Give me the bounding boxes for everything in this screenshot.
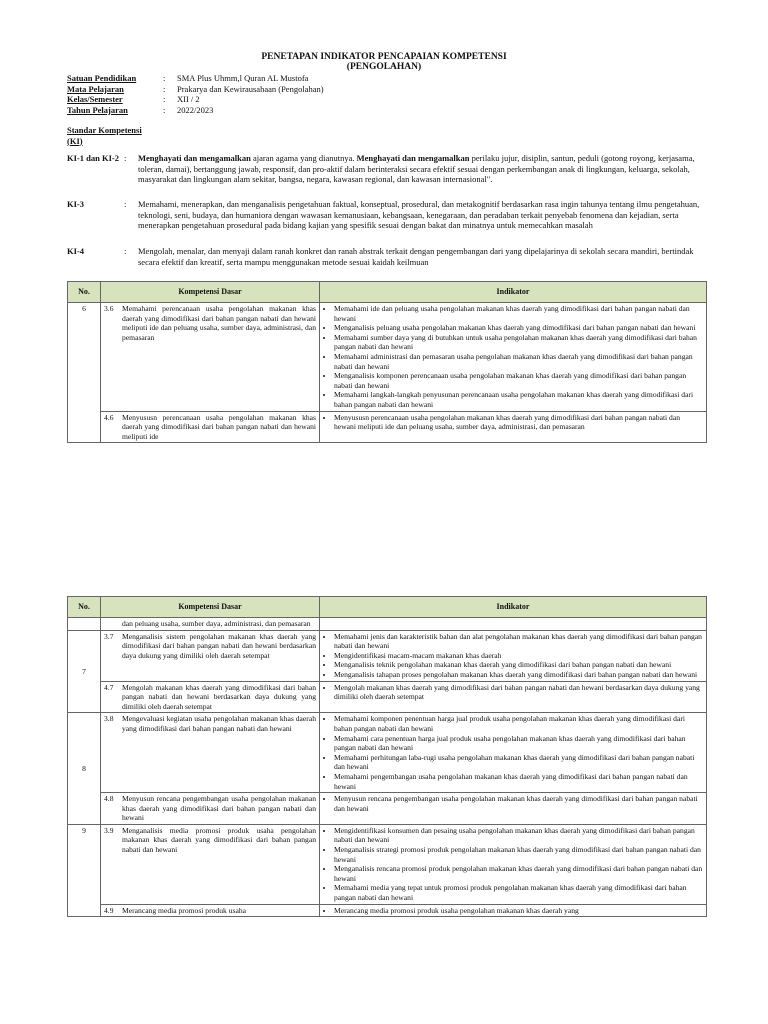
indicator-item: • Menganalisis komponen perencanaan usaha pengolahan makanan khas daerah yang dimodifikasi dari bahan pangan nabati dan hewani [334, 371, 703, 390]
indicator-cell [320, 904, 707, 917]
kd-number: 4.9 [104, 905, 114, 915]
kd-cell [101, 713, 320, 793]
meta-value: 2022/2023 [177, 104, 214, 115]
header-kd: Kompetensi Dasar [101, 282, 320, 303]
header-kd: Kompetensi Dasar [101, 597, 320, 618]
kd-cell [101, 630, 320, 681]
kd-number: 3.7 [104, 631, 114, 641]
header-indikator: Indikator [320, 282, 707, 303]
indicator-item: • Mengolah makanan khas daerah yang dimodifikasi dari bahan pangan nabati dan hewani berdasarkan daya dukung yang dimiliki oleh daerah setempat [334, 683, 703, 702]
title-line-2: (PENGOLAHAN) [346, 62, 422, 72]
row-number: 9 [68, 824, 101, 916]
indicator-item: • Menyususn perencanaan usaha pengolahan makanan khas daerah yang dimodifikasi dari bahan pangan nabati dan hewani meliputi ide dan peluang usaha, sumber daya, administrasi, dan pemasaran [334, 413, 703, 432]
table-row [68, 630, 707, 681]
indicator-item: • Menganalisis tahapan proses pengolahan makanan khas daerah yang dimodifikasi dari bahan pangan nabati dan hewani [334, 670, 703, 680]
table-row [68, 411, 707, 443]
kd-number: 3.9 [104, 825, 114, 835]
meta-label: Mata Pelajaran [67, 83, 124, 94]
ki-label: KI-4 [67, 246, 84, 256]
row-number: 8 [68, 713, 101, 825]
indicator-item: • Mengidentifikasi macam-macam makanan khas daerah [334, 651, 703, 661]
ki-label: (KI) [67, 135, 83, 146]
indicator-item: • Menganalisis strategi promosi produk pengolahan makanan khas daerah yang dimodifikasi dari bahan pangan nabati dan hewani [334, 845, 703, 864]
indicator-cell [320, 824, 707, 904]
indicator-item: • Menganalisis peluang usaha pengolahan makanan khas daerah yang dimodifikasi dari bahan pangan nabati dan hewani [334, 323, 703, 333]
row-number: 7 [68, 630, 101, 713]
document-page-2 [0, 592, 768, 1024]
indicator-item: • Menyusun rencana pengembangan usaha pengolahan makanan khas daerah yang dimodifikasi dari bahan pangan nabati dan hewani [334, 794, 703, 813]
ki-text: Memahami, menerapkan, dan menganalisis pengetahuan faktual, konseptual, prosedural, dan metakognitif berdasarkan rasa ingin tahunya tentang ilmu pengetahuan, teknologi, seni, budaya, dan humaniora dengan wawasan kemanusiaan, kebangsaan, kenegaraan, dan peradaban terkait penyebab fenomena dan kejadian, serta menerapkan pengetahuan prosedural pada bidang kajian yang spesifik sesuai dengan bakat dan minatnya untuk memecahkan masalah [138, 199, 700, 230]
indicator-item: • Mengidentifikasi konsumen dan pesaing usaha pengolahan makanan khas daerah yang dimodifikasi dari bahan pangan nabati dan hewani [334, 826, 703, 845]
meta-label: Tahun Pelajaran [67, 104, 128, 115]
ki-text: Mengolah, menalar, dan menyaji dalam ranah konkret dan ranah abstrak terkait dengan pengembangan dari yang dipelajarinya di sekolah secara mandiri, bertindak secara efektif dan kreatif, serta mampu menggunakan metode sesuai kaidah keilmuan [138, 246, 694, 267]
kd-text: Menyusun rencana pengembangan usaha pengolahan makanan khas daerah yang dimodifikasi dari bahan pangan nabati dan hewani [122, 794, 316, 823]
kd-text: Menganalisis sistem pengolahan makanan khas daerah yang dimodifikasi dari bahan pangan nabati dan hewani berdasarkan daya dukung yang dimiliki oleh daerah setempat [122, 631, 316, 660]
meta-value: XII / 2 [177, 94, 200, 104]
indicator-item: • Memahami komponen penentuan harga jual produk usaha pengolahan makanan khas daerah yang dimodifikasi dari bahan pangan nabati dan hewani [334, 714, 703, 733]
kd-text: Memahami perencanaan usaha pengolahan makanan khas daerah yang dimodifikasi dari bahan pangan nabati dan hewani meliputi ide dan peluang usaha, sumber daya, administrasi, dan pemasaran [122, 304, 316, 342]
standar-kompetensi-heading [67, 125, 142, 146]
indicator-table-2 [67, 596, 707, 917]
indicator-item: • Menganalisis rencana promosi produk pengolahan makanan khas daerah yang dimodifikasi dari bahan pangan nabati dan hewani [334, 864, 703, 883]
meta-row: Mata Pelajaran : Prakarya dan Kewirausahaan (Pengolahan) [67, 83, 324, 94]
meta-value: SMA Plus Uhmm,l Quran AL Mustofa [177, 73, 309, 83]
indicator-item: • Memahami jenis dan karakteristik bahan dan alat pengolahan makanan khas daerah yang dimodifikasi dari bahan pangan nabati dan hewani [334, 632, 703, 651]
table-row [68, 793, 707, 825]
indicator-cell [320, 793, 707, 825]
kd-cell [101, 303, 320, 412]
indicator-item: • Memahami perhitungan laba-rugi usaha pengolahan makanan khas daerah yang dimodifikasi dari bahan pangan nabati dan hewani [334, 753, 703, 772]
indicator-cell [320, 303, 707, 412]
indicator-item: • Menganalisis teknik pengolahan makanan khas daerah yang dimodifikasi dari bahan pangan nabati dan hewani [334, 660, 703, 670]
meta-label: Kelas/Semester [67, 94, 123, 104]
meta-row: Tahun Pelajaran : 2022/2023 [67, 104, 214, 115]
kd-number: 3.6 [104, 304, 114, 313]
ki-label: KI-1 dan KI-2 [67, 153, 119, 163]
indicator-item: • Merancang media promosi produk usaha pengolahan makanan khas daerah yang [334, 906, 703, 916]
header-indikator: Indikator [320, 597, 707, 618]
kd-cell [101, 681, 320, 713]
indicator-table-1 [67, 281, 707, 443]
meta-label: Satuan Pendidikan [67, 73, 137, 83]
indicator-item: • Memahami ide dan peluang usaha pengolahan makanan khas daerah yang dimodifikasi dari bahan pangan nabati dan hewani [334, 304, 703, 323]
kd-number: 4.7 [104, 682, 114, 692]
kd-number: 4.6 [104, 412, 114, 422]
indicator-cell [320, 411, 707, 443]
indicator-item: • Memahami sumber daya yang di butuhkan untuk usaha pengolahan makanan khas daerah yang dimodifikasi dari bahan pangan nabati dan hewani [334, 333, 703, 352]
table-row [68, 713, 707, 793]
table-row [68, 904, 707, 917]
indicator-cell [320, 681, 707, 713]
indicator-item: • Memahami media yang tepat untuk promosi produk pengolahan makanan khas daerah yang dimodifikasi dari bahan pangan nabati dan hewani [334, 883, 703, 902]
kd-text: Mengevaluasi kegiatan usaha pengolahan makanan khas daerah yang dimodifikasi dari bahan pangan nabati dan hewani [122, 714, 316, 733]
kd-number: 3.8 [104, 714, 114, 724]
kd-cell [101, 824, 320, 904]
table-row [68, 618, 707, 631]
indicator-item: • Memahami administrasi dan pemasaran usaha pengolahan makanan khas daerah yang dimodifikasi dari bahan pangan nabati dan hewani [334, 352, 703, 371]
meta-value: Prakarya dan Kewirausahaan (Pengolahan) [177, 83, 324, 94]
standar-label: Standar Kompetensi [67, 125, 142, 135]
ki-3-row: KI-3 : Memahami, menerapkan, dan menganalisis pengetahuan faktual, konseptual, prosedural, dan metakognitif berdasarkan rasa ingin tahunya tentang ilmu pengetahuan, teknologi, seni, budaya, dan humaniora dengan wawasan kemanusiaan, kebangsaan, kenegaraan, dan peradaban terkait penyebab fenomena dan kejadian, serta menerapkan pengetahuan prosedural pada bidang kajian yang spesifik sesuai dengan bakat dan minatnya untuk memecahkan masalah [67, 199, 707, 231]
indicator-cell [320, 630, 707, 681]
identity-block [67, 73, 324, 115]
table-header-row [68, 282, 707, 303]
kd-cell [101, 411, 320, 443]
kd-cell [101, 618, 320, 631]
indicator-cell [320, 713, 707, 793]
indicator-item: • Memahami cara penentuan harga jual produk usaha pengolahan makanan khas daerah yang dimodifikasi dari bahan pangan nabati dan hewani [334, 734, 703, 753]
ki-1-2-row: KI-1 dan KI-2 : Menghayati dan mengamalkan ajaran agama yang dianutnya. Menghayati dan mengamalkan perilaku jujur, disiplin, santun, peduli (gotong royong, kerjasama, toleran, damai), bertanggung jawab, responsif, dan pro-aktif dalam berinteraksi secara efektif sesuai dengan perkembangan anak di lingkungan, keluarga, sekolah, masyarakat dan lingkungan alam sekitar, bangsa, negara, kawasan regional, dan kawasan internasional". [67, 153, 707, 185]
ki-text: Menghayati dan mengamalkan ajaran agama yang dianutnya. Menghayati dan mengamalkan perilaku jujur, disiplin, santun, peduli (gotong royong, kerjasama, toleran, damai), bertanggung jawab, responsif, dan pro-aktif dalam berinteraksi secara efektif sesuai dengan perkembangan anak di lingkungan, keluarga, sekolah, masyarakat dan lingkungan alam sekitar, bangsa, negara, kawasan regional, dan kawasan internasional". [138, 153, 695, 184]
ki-label: KI-3 [67, 199, 84, 209]
kd-text: dan peluang usaha, sumber daya, administrasi, dan pemasaran [122, 619, 311, 628]
kd-text: Merancang media promosi produk usaha [122, 905, 246, 915]
kd-cell [101, 793, 320, 825]
meta-row: Kelas/Semester : XII / 2 [67, 94, 200, 104]
table-row [68, 681, 707, 713]
header-no: No. [68, 282, 101, 303]
indicator-item: • Memahami pengembangan usaha pengolahan makanan khas daerah yang dimodifikasi dari bahan pangan nabati dan hewani [334, 772, 703, 791]
meta-row: Satuan Pendidikan : SMA Plus Uhmm,l Quran AL Mustofa [67, 73, 309, 83]
indicator-item: • Memahami langkah-langkah penyusunan perencanaan usaha pengolahan makanan khas daerah yang dimodifikasi dari bahan pangan nabati dan hewani [334, 390, 703, 409]
kd-cell [101, 904, 320, 917]
title-line-1: PENETAPAN INDIKATOR PENCAPAIAN KOMPETENSI [261, 52, 507, 62]
row-number: 6 [68, 303, 101, 443]
table-row [68, 824, 707, 904]
header-no: No. [68, 597, 101, 618]
kd-text: Mengolah makanan khas daerah yang dimodifikasi dari bahan pangan nabati dan hewani berdasarkan daya dukung yang dimiliki oleh daerah setempat [122, 682, 316, 711]
kd-text: Menyususn perencanaan usaha pengolahan makanan khas daerah yang dimodifikasi dari bahan pangan nabati dan hewani meliputi ide [122, 412, 316, 441]
ki-4-row: KI-4 : Mengolah, menalar, dan menyaji dalam ranah konkret dan ranah abstrak terkait dengan pengembangan dari yang dipelajarinya di sekolah secara mandiri, bertindak secara efektif dan kreatif, serta mampu menggunakan metode sesuai kaidah keilmuan [67, 246, 707, 267]
kd-number: 4.8 [104, 794, 114, 804]
document-title [0, 52, 768, 72]
kd-text: Menganalisis media promosi produk usaha pengolahan makanan khas daerah yang dimodifikasi dari bahan pangan nabati dan hewani [122, 825, 316, 855]
table-row [68, 303, 707, 412]
table-header-row [68, 597, 707, 618]
